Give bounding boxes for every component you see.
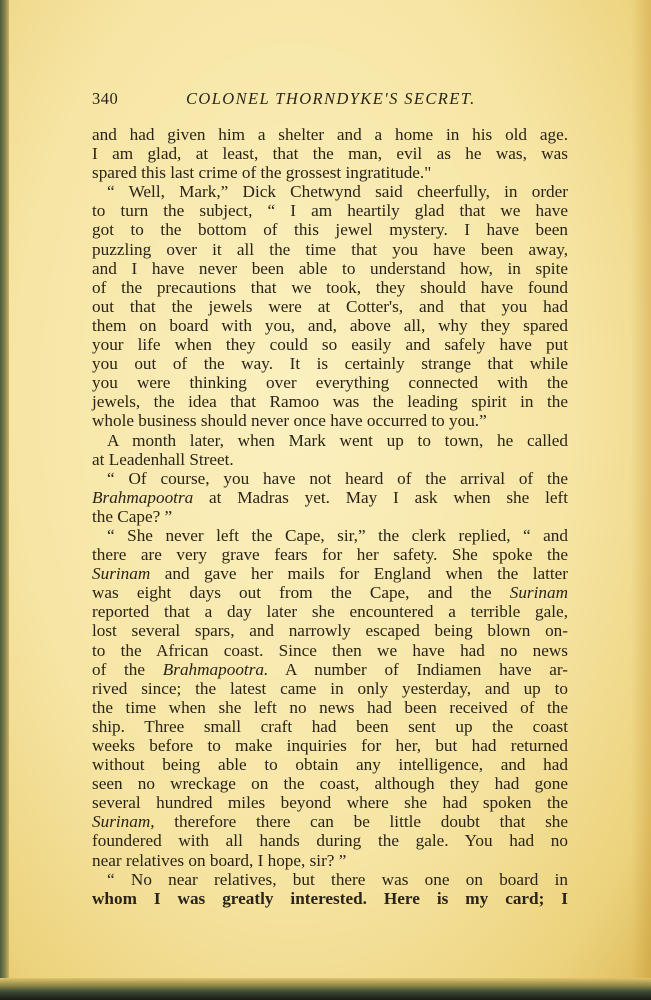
text-segment: to turn the subject, “ I am heartily glad that we have (92, 201, 568, 221)
text-line (92, 602, 568, 621)
text-segment: A month later, when Mark went up to town, he called (107, 430, 568, 450)
text-line (92, 297, 568, 316)
text-segment: several hundred miles beyond where she had spoken the (92, 793, 568, 813)
page-number: 340 (92, 89, 119, 108)
text-line (92, 851, 568, 870)
text-segment: therefore there can be little doubt that she (154, 812, 568, 832)
text-segment: and I have never been able to understand how, in spite (92, 258, 568, 278)
text-line (92, 507, 568, 526)
text-segment: reported that a day later she encountered a terrible gale, (92, 602, 568, 622)
text-line (92, 660, 568, 679)
text-line (92, 545, 568, 564)
text-segment: to the African coast. Since then we have had no news (92, 640, 568, 660)
text-line (92, 793, 568, 812)
book-bottom-edge (0, 978, 651, 1000)
italic-text-segment: Brahmapootra. (162, 659, 269, 679)
text-line (92, 220, 568, 239)
text-line (92, 564, 568, 583)
text-line (92, 641, 568, 660)
italic-text-segment: Surinam (509, 583, 568, 603)
text-line (92, 259, 568, 278)
text-line (92, 488, 568, 507)
italic-text-segment: Surinam, (92, 812, 155, 832)
page-binding-edge (0, 0, 9, 1000)
text-line (92, 831, 568, 850)
text-segment: at Madras yet. May I ask when she left (193, 487, 568, 507)
text-segment: ship. Three small craft had been sent up the coast (92, 716, 568, 736)
text-line (92, 736, 568, 755)
text-segment: of the precautions that we took, they should have found (92, 277, 568, 297)
text-segment: and had given him a shelter and a home in his old age. (92, 125, 568, 144)
text-segment: I am glad, at least, that the man, evil as he was, was (92, 144, 568, 164)
text-segment: you were thinking over everything connected with the (92, 373, 568, 393)
text-segment: at Leadenhall Street. (92, 449, 234, 469)
text-line (92, 411, 568, 430)
text-segment: jewels, the idea that Ramoo was the leading spirit in the (92, 392, 568, 412)
text-segment: and gave her mails for England when the latter (150, 564, 568, 584)
text-segment: of the (92, 659, 163, 679)
text-segment: spared this last crime of the grossest ingratitude." (92, 163, 432, 183)
italic-text-segment: Brahmapootra (92, 487, 194, 507)
page-header (92, 89, 542, 111)
text-line (92, 870, 568, 889)
text-line (92, 774, 568, 793)
text-line (92, 889, 568, 908)
text-segment: whole business should never once have occurred to you.” (92, 411, 487, 431)
text-line (92, 469, 568, 488)
text-segment: the Cape? ” (92, 506, 173, 526)
text-segment: puzzling over it all the time that you have been away, (92, 239, 568, 259)
text-segment: there are very grave fears for her safety. She spoke the (92, 545, 568, 565)
text-line (92, 526, 568, 545)
text-segment: you out of the way. It is certainly strange that while (92, 354, 568, 374)
text-line (92, 354, 568, 373)
text-line (92, 392, 568, 411)
text-line (92, 583, 568, 602)
text-segment: “ She never left the Cape, sir,” the clerk replied, “ and (107, 525, 568, 545)
text-segment: them on board with you, and, above all, why they spared (92, 315, 568, 335)
text-line (92, 278, 568, 297)
text-line (92, 335, 568, 354)
text-segment: your life when they could so easily and safely have put (92, 335, 568, 355)
text-segment: lost several spars, and narrowly escaped being blown on- (92, 621, 568, 641)
text-line (92, 125, 568, 144)
text-line (92, 163, 568, 182)
text-segment: without being able to obtain any intelligence, and had (92, 755, 568, 775)
text-line (92, 316, 568, 335)
italic-text-segment: Surinam (92, 564, 151, 584)
text-line (92, 431, 568, 450)
running-title: COLONEL THORNDYKE'S SECRET. (186, 89, 476, 108)
text-segment: the time when she left no news had been received of the (92, 697, 568, 717)
text-segment: rived since; the latest came in only yesterday, and up to (92, 678, 568, 698)
text-line (92, 373, 568, 392)
text-line (92, 755, 568, 774)
text-segment: whom I was greatly interested. Here is my card; I (92, 888, 568, 908)
text-line (92, 240, 568, 259)
text-line (92, 201, 568, 220)
text-segment: “ Of course, you have not heard of the arrival of the (107, 468, 568, 488)
text-segment: weeks before to make inquiries for her, but had returned (92, 736, 568, 755)
text-segment: “ Well, Mark,” Dick Chetwynd said cheerfully, in order (107, 182, 568, 202)
text-line (92, 144, 568, 163)
text-line (92, 698, 568, 717)
text-segment: was eight days out from the Cape, and the (92, 583, 510, 603)
body-text (92, 125, 568, 908)
text-segment: seen no wreckage on the coast, although they had gone (92, 774, 568, 794)
text-line (92, 621, 568, 640)
text-segment: foundered with all hands during the gale. You had no (92, 831, 568, 851)
text-line (92, 812, 568, 831)
text-segment: A number of Indiamen have ar- (268, 659, 568, 679)
text-line (92, 182, 568, 201)
page-edge-shadow (631, 0, 651, 1000)
text-line (92, 450, 568, 469)
text-line (92, 717, 568, 736)
text-line (92, 679, 568, 698)
text-segment: near relatives on board, I hope, sir? ” (92, 850, 347, 870)
text-segment: got to the bottom of this jewel mystery. I have been (92, 220, 568, 240)
text-segment: “ No near relatives, but there was one on board in (107, 869, 568, 889)
text-segment: out that the jewels were at Cotter's, and that you had (92, 296, 568, 316)
